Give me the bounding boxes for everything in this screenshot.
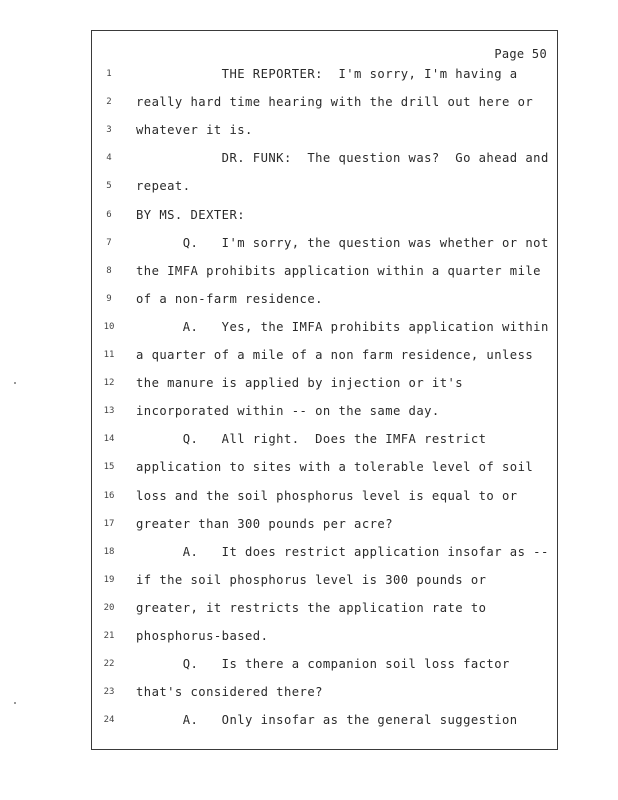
line-text: Q. I'm sorry, the question was whether or not	[136, 235, 549, 250]
line-text: A. Only insofar as the general suggestion	[136, 713, 518, 728]
line-number: 5	[106, 181, 112, 192]
transcript-line	[92, 376, 557, 394]
transcript-page	[91, 30, 558, 750]
transcript-line	[92, 123, 557, 141]
line-text: Q. Is there a companion soil loss factor	[136, 657, 510, 672]
line-number: 4	[106, 153, 112, 164]
line-text: really hard time hearing with the drill out here or	[136, 95, 534, 110]
line-text: that's considered there?	[136, 685, 323, 700]
transcript-line	[92, 179, 557, 197]
line-number: 19	[103, 574, 115, 585]
line-number: 7	[106, 237, 112, 248]
transcript-line	[92, 432, 557, 450]
line-text: incorporated within -- on the same day.	[136, 404, 440, 419]
line-text: phosphorus-based.	[136, 629, 269, 643]
transcript-line	[92, 264, 557, 282]
line-number: 20	[103, 602, 115, 613]
scan-speck	[14, 382, 16, 384]
transcript-line	[92, 713, 557, 731]
line-number: 6	[106, 209, 112, 220]
line-text: DR. FUNK: The question was? Go ahead and	[136, 151, 549, 166]
transcript-line	[92, 573, 557, 591]
line-text: repeat.	[136, 179, 191, 194]
transcript-line	[92, 685, 557, 703]
line-text: application to sites with a tolerable level of soil	[136, 460, 534, 475]
scan-speck	[14, 702, 16, 704]
transcript-line	[92, 151, 557, 169]
transcript-line	[92, 404, 557, 422]
line-number: 12	[103, 378, 115, 389]
transcript-line	[92, 629, 557, 647]
line-text: Q. All right. Does the IMFA restrict	[136, 432, 487, 447]
line-number: 1	[106, 69, 112, 79]
transcript-line	[92, 657, 557, 675]
line-number: 3	[106, 125, 112, 136]
line-text: greater, it restricts the application rate to	[136, 600, 487, 615]
line-number: 21	[103, 631, 115, 641]
transcript-line	[92, 320, 557, 338]
line-text: if the soil phosphorus level is 300 pounds or	[136, 572, 487, 587]
line-text: THE REPORTER: I'm sorry, I'm having a	[136, 67, 518, 81]
line-number: 8	[106, 265, 112, 276]
transcript-line	[92, 292, 557, 310]
line-number: 2	[106, 97, 112, 108]
line-text: A. It does restrict application insofar as --	[136, 544, 549, 559]
line-number: 16	[103, 490, 115, 501]
line-text: a quarter of a mile of a non farm residence, unless	[136, 348, 534, 362]
transcript-line	[92, 545, 557, 563]
line-text: loss and the soil phosphorus level is equal to or	[136, 488, 518, 503]
line-number: 14	[103, 434, 115, 445]
line-text: whatever it is.	[136, 123, 253, 138]
page-number: Page 50	[494, 47, 547, 61]
transcript-line	[92, 517, 557, 535]
transcript-lines	[92, 31, 557, 749]
transcript-line	[92, 489, 557, 507]
line-text: of a non-farm residence.	[136, 291, 323, 306]
line-text: the manure is applied by injection or it's	[136, 376, 464, 391]
line-text: greater than 300 pounds per acre?	[136, 516, 393, 531]
transcript-line	[92, 236, 557, 254]
line-text: A. Yes, the IMFA prohibits application within	[136, 319, 549, 334]
line-number: 24	[103, 715, 115, 726]
line-number: 22	[103, 659, 115, 670]
transcript-line	[92, 601, 557, 619]
transcript-line	[92, 460, 557, 478]
line-number: 15	[103, 462, 115, 473]
transcript-line	[92, 208, 557, 226]
line-number: 17	[103, 518, 115, 529]
line-number: 9	[106, 293, 112, 304]
line-number: 10	[103, 321, 115, 332]
line-number: 23	[103, 687, 115, 698]
transcript-line	[92, 67, 557, 85]
line-text: BY MS. DEXTER:	[136, 207, 246, 222]
line-number: 18	[103, 546, 115, 557]
transcript-line	[92, 348, 557, 366]
line-number: 13	[103, 406, 115, 417]
transcript-line	[92, 95, 557, 113]
line-text: the IMFA prohibits application within a quarter mile	[136, 263, 541, 278]
line-number: 11	[103, 350, 115, 360]
